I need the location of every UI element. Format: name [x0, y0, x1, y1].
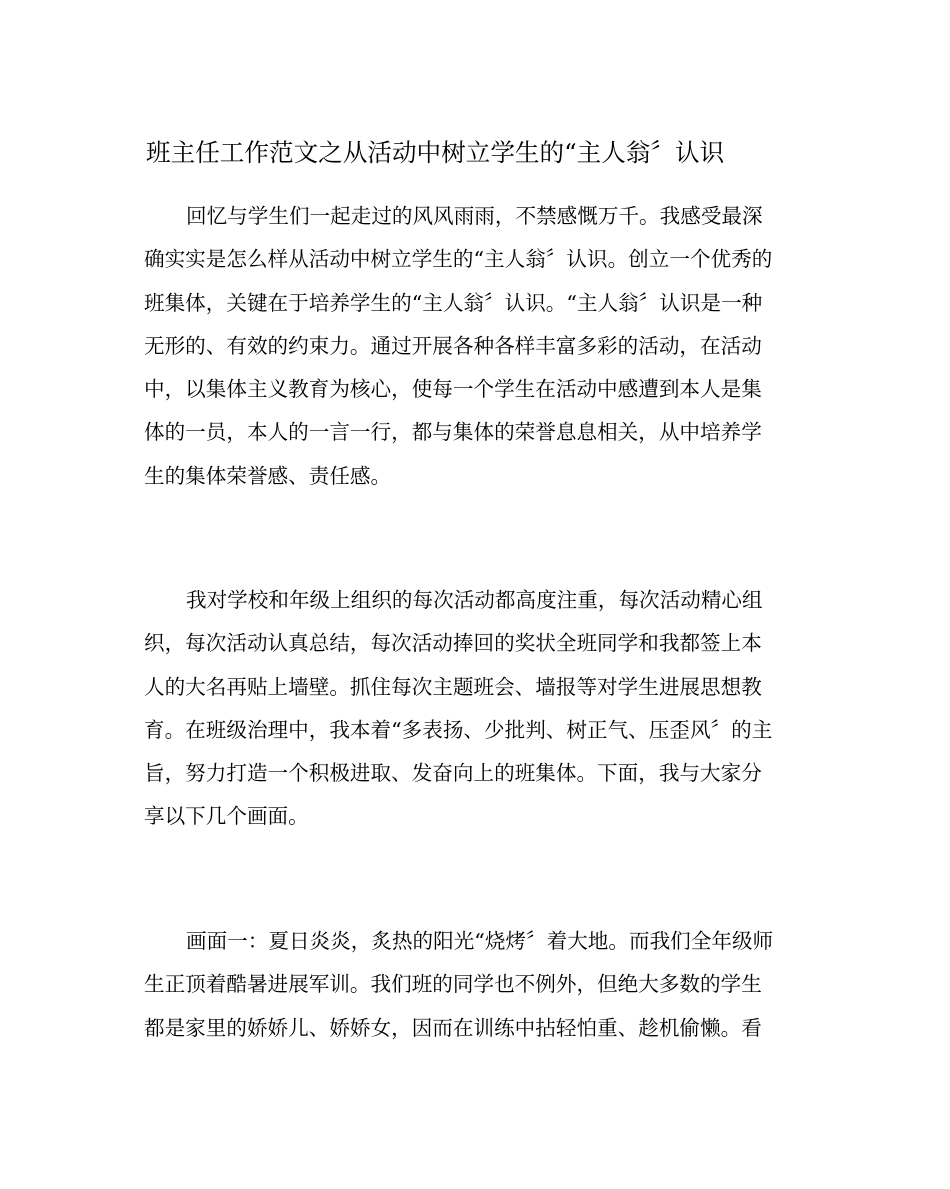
paragraph-line: 旨，努力打造一个积极进取、发奋向上的班集体。下面，我与大家分 — [144, 761, 762, 786]
paragraph-3 — [144, 920, 808, 1050]
paragraph-line: 确实实是怎么样从活动中树立学生的“主人翁〞认识。创立一个优秀的 — [144, 247, 773, 272]
paragraph-line: 我对学校和年级上组织的每次活动都高度注重，每次活动精心组 — [186, 588, 763, 612]
paragraph-1 — [144, 195, 808, 498]
paragraph-line: 都是家里的娇娇儿、娇娇女，因而在训练中拈轻怕重、趁机偷懒。看 — [144, 1015, 762, 1040]
paragraph-line: 画面一：夏日炎炎，炙热的阳光“烧烤〞着大地。而我们全年级师 — [186, 929, 774, 953]
paragraph-line: 育。在班级治理中，我本着“多表扬、少批判、树正气、压歪风〞的主 — [144, 717, 773, 742]
paragraph-line: 织，每次活动认真总结，每次活动捧回的奖状全班同学和我都签上本 — [144, 631, 762, 656]
paragraph-line: 生正顶着酷暑进展军训。我们班的同学也不例外，但绝大多数的学生 — [144, 972, 762, 997]
document-title: 班主任工作范文之从活动中树立学生的“主人翁〞认识 — [146, 138, 725, 167]
paragraph-line: 体的一员，本人的一言一行，都与集体的荣誉息息相关，从中培养学 — [144, 420, 762, 445]
paragraph-line: 人的大名再贴上墙壁。抓住每次主题班会、墙报等对学生进展思想教 — [144, 674, 762, 699]
paragraph-line: 享以下几个画面。 — [144, 804, 309, 829]
paragraph-line: 生的集体荣誉感、责任感。 — [144, 463, 392, 488]
paragraph-line: 无形的、有效的约束力。通过开展各种各样丰富多彩的活动，在活动 — [144, 333, 762, 358]
paragraph-line: 中，以集体主义教育为核心，使每一个学生在活动中感遭到本人是集 — [144, 377, 762, 402]
paragraph-line: 回忆与学生们一起走过的风风雨雨，不禁感慨万千。我感受最深 — [186, 204, 763, 228]
paragraph-2 — [144, 579, 808, 839]
paragraph-line: 班集体，关键在于培养学生的“主人翁〞认识。“主人翁〞认识是一种 — [144, 290, 763, 315]
